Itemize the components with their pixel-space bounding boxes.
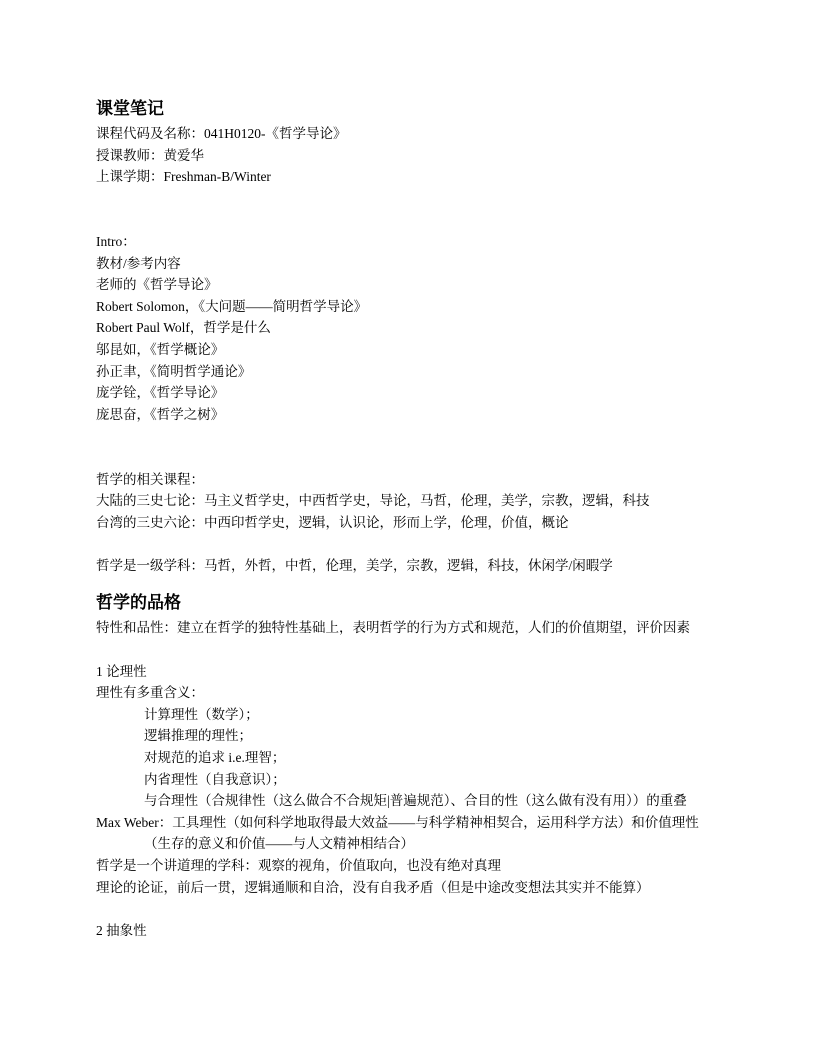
meaning-item: 计算理性（数学）； bbox=[144, 706, 259, 722]
page-title: 课堂笔记 bbox=[96, 99, 164, 119]
weber-line: Max Weber：工具理性（如何科学地取得最大效益——与科学精神相契合，运用科学方法）和价值理性（生存的意义和价值——与人文精神相结合） bbox=[96, 814, 699, 852]
intro-item: 邬昆如，《哲学概论》 bbox=[96, 341, 225, 357]
intro-item: Robert Paul Wolf，哲学是什么 bbox=[96, 320, 271, 336]
intro-item: 孙正聿，《简明哲学通论》 bbox=[96, 363, 252, 379]
spacer bbox=[96, 639, 720, 661]
spacer bbox=[96, 425, 720, 447]
argument-line: 理论的论证，前后一贯，逻辑通顺和自洽，没有自我矛盾（但是中途改变想法其实并不能算） bbox=[96, 879, 650, 895]
intro-item: Robert Solomon，《大问题——简明哲学导论》 bbox=[96, 298, 368, 314]
spacer bbox=[96, 576, 720, 586]
meaning-item: 内省理性（自我意识）； bbox=[144, 771, 286, 787]
spacer bbox=[96, 447, 720, 469]
teacher-line: 授课教师：黄爱华 bbox=[96, 147, 204, 163]
section-title: 哲学的品格 bbox=[96, 593, 181, 614]
section-intro: 特性和品性：建立在哲学的独特性基础上，表明哲学的行为方式和规范，人们的价值期望，评价因素 bbox=[96, 620, 690, 636]
point-heading: 2 抽象性 bbox=[96, 922, 147, 938]
document-page bbox=[96, 96, 720, 941]
meaning-item: 对规范的追求 i.e.理智； bbox=[144, 750, 286, 766]
taiwan-courses: 台湾的三史六论：中西印哲学史，逻辑，认识论，形而上学，伦理，价值，概论 bbox=[96, 514, 569, 530]
intro-item: 庞思奋，《哲学之树》 bbox=[96, 406, 225, 422]
spacer bbox=[96, 188, 720, 210]
meanings-heading: 理性有多重含义： bbox=[96, 685, 204, 701]
spacer bbox=[96, 209, 720, 231]
intro-heading: Intro： bbox=[96, 233, 136, 249]
related-heading: 哲学的相关课程： bbox=[96, 471, 204, 487]
course-line: 课程代码及名称：041H0120-《哲学导论》 bbox=[96, 126, 347, 141]
point-heading: 1 论理性 bbox=[96, 663, 147, 679]
discipline-line: 哲学是一级学科：马哲，外哲，中哲，伦理，美学，宗教，逻辑，科技，休闲学/闲暇学 bbox=[96, 557, 613, 573]
term-line: 上课学期：Freshman-B/Winter bbox=[96, 169, 271, 185]
intro-item: 教材/参考内容 bbox=[96, 255, 181, 271]
meaning-item: 与合理性（合规律性（这么做合不合规矩|普遍规范）、合目的性（这么做有没有用））的重叠 bbox=[144, 793, 687, 809]
reasoning-line: 哲学是一个讲道理的学科：观察的视角，价值取向，也没有绝对真理 bbox=[96, 858, 501, 873]
intro-item: 老师的《哲学导论》 bbox=[96, 277, 218, 293]
mainland-courses: 大陆的三史七论：马主义哲学史，中西哲学史，导论，马哲，伦理，美学，宗教，逻辑，科技 bbox=[96, 493, 650, 509]
spacer bbox=[96, 533, 720, 555]
spacer bbox=[96, 898, 720, 920]
meaning-item: 逻辑推理的理性； bbox=[144, 728, 252, 744]
intro-item: 庞学铨，《哲学导论》 bbox=[96, 385, 225, 401]
